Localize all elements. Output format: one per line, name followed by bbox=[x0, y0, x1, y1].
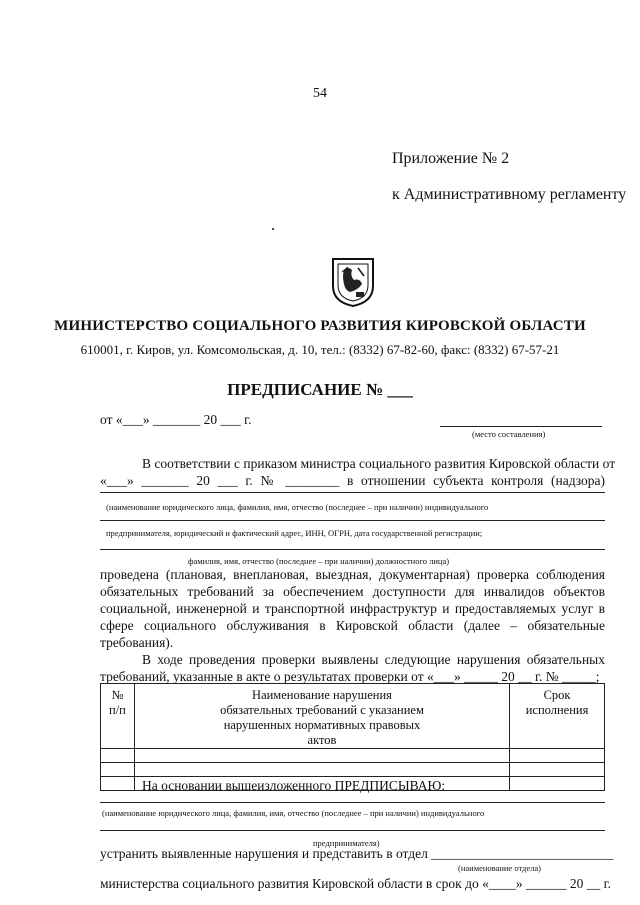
document-title: ПРЕДПИСАНИЕ № ___ bbox=[227, 380, 413, 399]
table-cell bbox=[134, 763, 509, 777]
para1-line1: В соответствии с приказом министра социального развития Кировской области от bbox=[142, 456, 616, 471]
table-cell bbox=[510, 777, 605, 791]
place-caption: (место составления) bbox=[472, 429, 546, 439]
basis-line: На основании вышеизложенного ПРЕДПИСЫВАЮ: bbox=[142, 778, 446, 793]
para2-line4: сфере социального обслуживания в Кировской области (далее – обязательные bbox=[100, 618, 605, 633]
header-number: № п/п bbox=[101, 684, 135, 749]
page-number: 54 bbox=[313, 86, 327, 101]
subject-line-3 bbox=[100, 549, 605, 550]
place-underline bbox=[440, 426, 602, 427]
deadline-line: министерства социального развития Кировской области в срок до «____» ______ 20 __ г. bbox=[100, 876, 611, 891]
eliminate-line: устранить выявленные нарушения и представить в отдел ___________________________ bbox=[100, 846, 614, 861]
header-violation: Наименование нарушения обязательных требований с указанием нарушенных нормативных правовых актов bbox=[134, 684, 509, 749]
subject-line-5 bbox=[100, 830, 605, 831]
caption-subject-4: (наименование юридического лица, фамилия, имя, отчество (последнее – при наличии) индивидуального bbox=[102, 808, 485, 818]
violations-table bbox=[100, 683, 605, 791]
table-cell bbox=[510, 749, 605, 763]
para2-last: требования). bbox=[100, 635, 174, 650]
table-header-row bbox=[101, 684, 605, 749]
caption-entrepreneur: предпринимателя) bbox=[313, 838, 380, 848]
appendix-subtitle: к Административному регламенту bbox=[392, 186, 627, 203]
appendix-title: Приложение № 2 bbox=[392, 150, 510, 167]
table-cell bbox=[134, 749, 509, 763]
table-cell bbox=[101, 777, 135, 791]
kirov-oblast-coat-of-arms-icon bbox=[330, 256, 376, 313]
stray-dot bbox=[272, 228, 274, 230]
para1-line2: «___» _______ 20 ___ г. № ________ в отношении субъекта контроля (надзора) bbox=[100, 473, 605, 488]
subject-line-1 bbox=[100, 492, 605, 493]
table-cell bbox=[101, 763, 135, 777]
date-line: от «___» _______ 20 ___ г. bbox=[100, 412, 252, 427]
para3-line1: В ходе проведения проверки выявлены следующие нарушения обязательных bbox=[142, 652, 605, 667]
subject-line-2 bbox=[100, 520, 605, 521]
ministry-address: 610001, г. Киров, ул. Комсомольская, д. 10, тел.: (8332) 67-82-60, факс: (8332) 67-57-21 bbox=[80, 342, 560, 357]
dept-caption: (наименование отдела) bbox=[458, 863, 542, 873]
header-deadline: Срок исполнения bbox=[510, 684, 605, 749]
subject-line-4 bbox=[100, 802, 605, 803]
table-row bbox=[101, 763, 605, 777]
caption-subject-1: (наименование юридического лица, фамилия, имя, отчество (последнее – при наличии) индивидуального bbox=[106, 502, 489, 512]
table-cell bbox=[101, 749, 135, 763]
table-row bbox=[101, 749, 605, 763]
caption-official: фамилия, имя, отчество (последнее – при наличии) должностного лица) bbox=[188, 556, 450, 566]
table-cell bbox=[510, 763, 605, 777]
caption-subject-2: предпринимателя, юридический и фактический адрес, ИНН, ОГРН, дата государственной регистрации; bbox=[106, 528, 483, 538]
para3-line2: требований, указанные в акте о результатах проверки от «___» _____ 20 __ г. № _____; bbox=[100, 669, 600, 684]
ministry-name: МИНИСТЕРСТВО СОЦИАЛЬНОГО РАЗВИТИЯ КИРОВСКОЙ ОБЛАСТИ bbox=[54, 318, 586, 334]
para2-line3: социальной, инженерной и транспортной инфраструктур и предоставляемых услуг в bbox=[100, 601, 605, 616]
para2-line2: обязательных требований за обеспечением доступности для инвалидов объектов bbox=[100, 584, 605, 599]
para2-line1: проведена (плановая, внеплановая, выездная, документарная) проверка соблюдения bbox=[100, 567, 605, 582]
